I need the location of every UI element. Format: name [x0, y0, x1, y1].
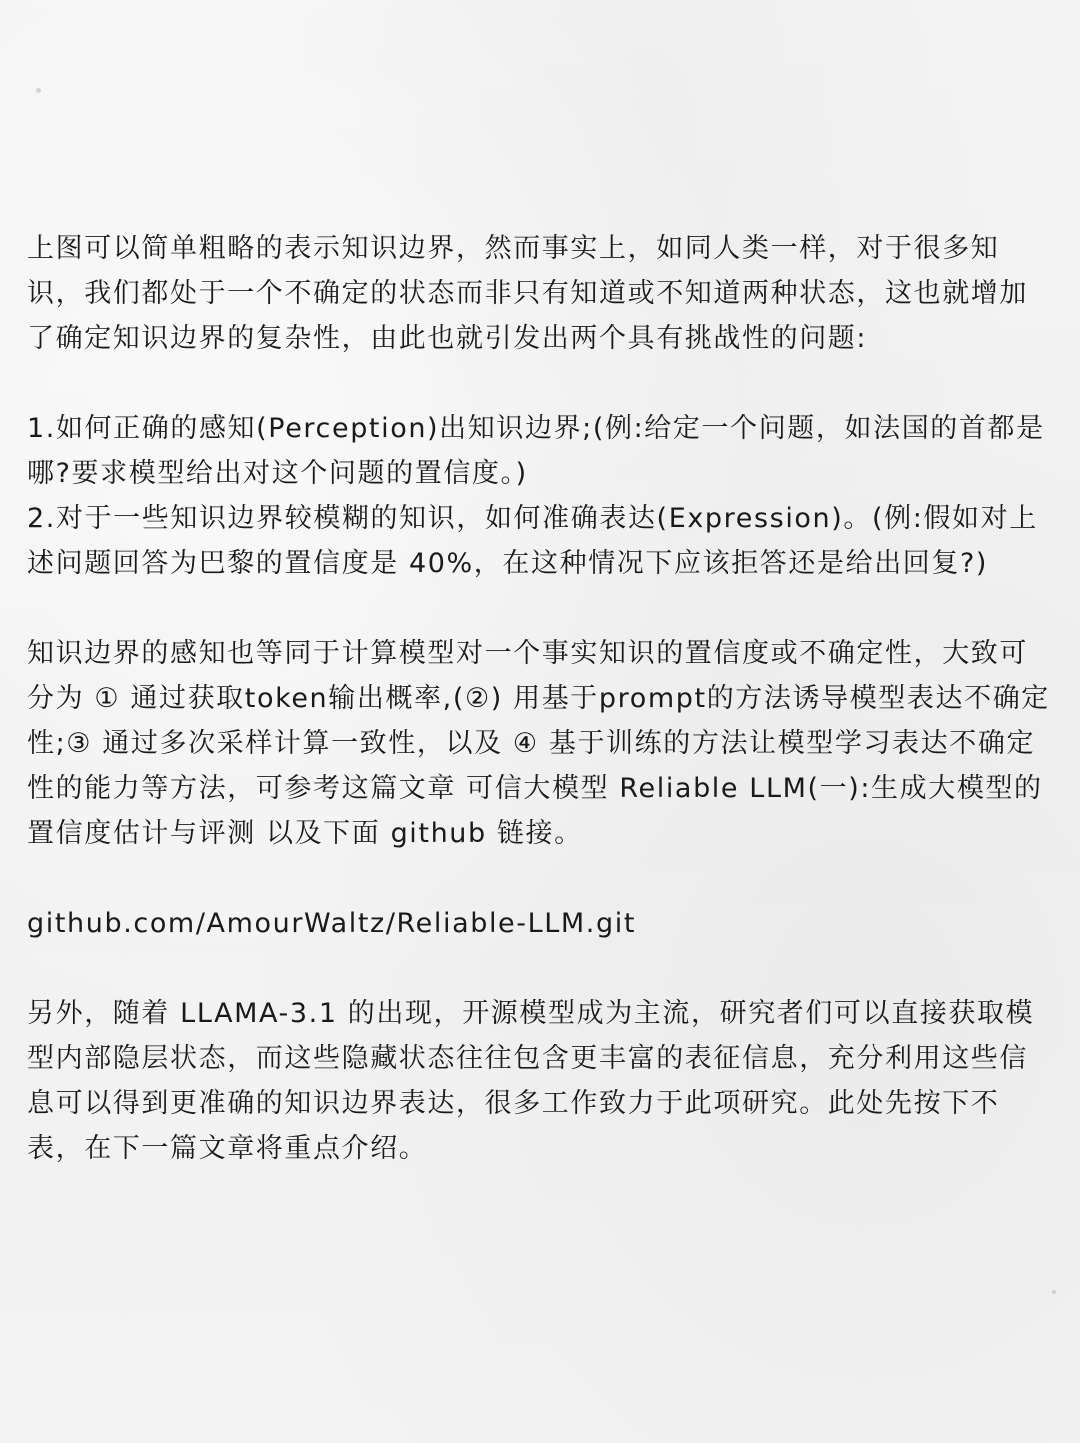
paragraph-gap — [27, 586, 1055, 631]
github-link: github.com/AmourWaltz/Reliable-LLM.git — [27, 908, 636, 939]
paper-speck — [36, 88, 41, 93]
closing-paragraph: 另外，随着 LLAMA-3.1 的出现，开源模型成为主流，研究者们可以直接获取模型内部隐层状态，而这些隐藏状态往往包含更丰富的表征信息，充分利用这些信息可以得到更准确的知识边界表达，很多工作致力于此项研究。此处先按下不表，在下一篇文章将重点介绍。 — [27, 998, 1035, 1164]
question-1: 1.如何正确的感知(Perception)出知识边界;(例:给定一个问题，如法国的首都是哪?要求模型给出对这个问题的置信度。) — [27, 413, 1045, 489]
paper-speck — [1052, 1290, 1056, 1294]
methods-paragraph: 知识边界的感知也等同于计算模型对一个事实知识的置信度或不确定性，大致可分为 ① 通过获取token输出概率,(②) 用基于prompt的方法诱导模型表达不确定性;③ 通过多次采样计算一致性，以及 ④ 基于训练的方法让模型学习表达不确定性的能力等方法，可参考这篇文章 可信大模型 Reliable LLM(一):生成大模型的置信度估计与评测 以及下面 github 链接。 — [27, 638, 1050, 849]
question-2: 2.对于一些知识边界较模糊的知识，如何准确表达(Expression)。(例:假如对上述问题回答为巴黎的置信度是 40%，在这种情况下应该拒答还是给出回复?) — [27, 503, 1038, 579]
intro-paragraph: 上图可以简单粗略的表示知识边界，然而事实上，如同人类一样，对于很多知识，我们都处于一个不确定的状态而非只有知道或不知道两种状态，这也就增加了确定知识边界的复杂性，由此也就引发出两个具有挑战性的问题: — [27, 233, 1028, 354]
paragraph-gap — [27, 361, 1055, 406]
paragraph-gap — [27, 946, 1055, 991]
article-body — [27, 226, 1055, 1171]
paragraph-gap — [27, 856, 1055, 901]
